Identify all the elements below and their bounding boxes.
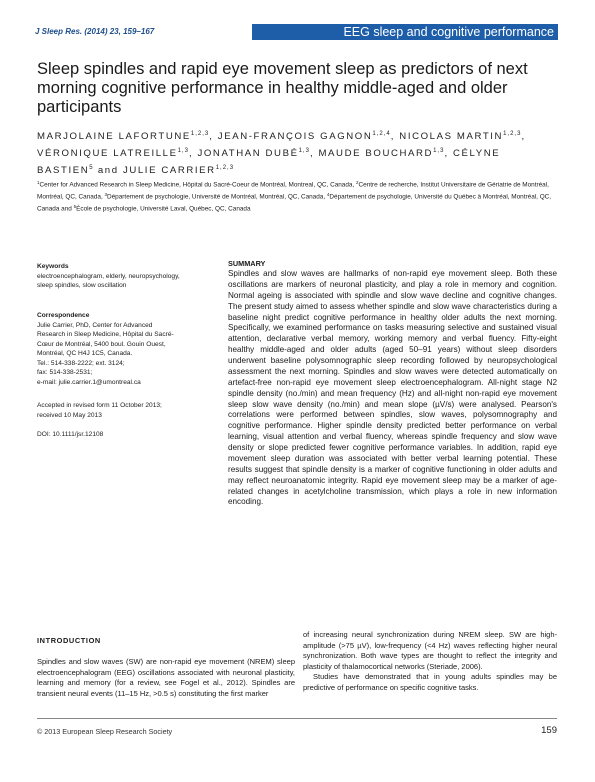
affiliation-text: Département de psychologie, Université de Montréal, Montréal, QC, Canada, (107, 193, 327, 201)
author-affiliation-marker: 1,2,3 (215, 165, 235, 172)
author-affiliation-marker: 1,3 (298, 148, 310, 155)
keywords-block (37, 262, 187, 291)
correspondence-email: e-mail: julie.carrier.1@umontreal.ca (37, 378, 141, 386)
author-name: CÉLYNE BASTIEN (37, 148, 501, 177)
correspondence-line: Montréal, QC H4J 1C5, Canada. (37, 350, 133, 357)
affiliation-marker: 5 (73, 204, 77, 210)
author-name: JEAN-FRANÇOIS GAGNON (217, 131, 373, 142)
author-name: NICOLAS MARTIN (399, 131, 504, 142)
summary-text: Spindles and slow waves are hallmarks of non-rapid eye movement sleep. Both these oscillations are markers of neuronal plasticity, and play a role in memory and cognition. Normal ageing is associated with spindle and slow wave decline and cognitive changes. The present study aimed to assess whether spindle and slow wave characteristics during a baseline night predict cognitive performance in healthy older adults the next morning. Specifically, we examined performance on tasks measuring selective and sustained visual attention, declarative verbal memory, working memory and verbal fluency. Fifty-eight healthy middle-aged and older adults (aged 50–91 years) without sleep disorders underwent baseline polysomnographic sleep recording followed by neuropsychological assessment the next morning. Spindles and slow waves were detected automatically on artefact-free non-rapid eye movement sleep electroencephalogram. All-night stage N2 spindle density (no./min) and mean frequency (Hz) and all-night non-rapid eye movement sleep slow wave density (no./min) and mean slope (µV/s) were analysed. Pearson's correlations were performed between spindles, slow waves, polysomnography and cognitive performance. Higher spindle density predicted better performance on verbal learning, visual attention and verbal fluency, whereas spindle frequency and slow wave density or slope predicted fewer cognitive performance variables. In addition, rapid eye movement sleep duration was associated with better verbal learning potential. These results suggest that spindle density is a marker of cognitive functioning in older adults and may reflect neuroanatomic integrity. Rapid eye movement sleep may be a marker of age-related changes in acetylcholine transmission, which plays a role in new information encoding. (228, 269, 557, 507)
article-title: Sleep spindles and rapid eye movement sleep as predictors of next morning cognitive performance in healthy middle-aged and older participants (37, 60, 528, 116)
correspondence-line: Tel.: 514-338-2222; ext. 3124; (37, 359, 125, 367)
accepted-date: Accepted in revised form 11 October 2013; (37, 402, 162, 409)
keywords-text: electroencephalogram, elderly, neuropsychology, sleep spindles, slow oscillation (37, 272, 180, 289)
author-affiliation-marker: 1,3 (177, 148, 189, 155)
affiliation-marker: 4 (326, 192, 330, 198)
author-affiliation-marker: 1,2,3 (503, 131, 522, 137)
doi: DOI: 10.1111/jsr.12108 (37, 431, 104, 438)
journal-name: J Sleep Res. (35, 27, 83, 36)
affiliation-marker: 1 (37, 180, 40, 185)
affiliation-marker: 3 (104, 192, 108, 198)
affiliation-text: Center for Advanced Research in Sleep Medicine, Hôpital du Sacré-Coeur de Montréal, Montreal, QC, Canada, (39, 181, 357, 189)
author-name: JONATHAN DUBÉ (197, 148, 299, 160)
received-date: received 10 May 2013 (37, 411, 102, 419)
correspondence-block (37, 311, 187, 387)
affiliation-text: Centre de recherche, Institut Universitaire de Gériatrie de Montréal, Montréal, QC, Canada, (37, 181, 549, 201)
dates-block (37, 401, 187, 420)
introduction-heading: INTRODUCTION (37, 636, 101, 645)
copyright: © 2013 European Sleep Research Society (37, 727, 173, 736)
summary-heading: SUMMARY (228, 259, 266, 268)
author-affiliation-marker: 1,3 (433, 148, 445, 155)
intro-paragraph: of increasing neural synchronization during NREM sleep. SW are high-amplitude (>75 µV), low-frequency (<4 Hz) waves reflecting higher neural synchronization. Both wave types are thought to reflect the integrity and plasticity of thalamocortical networks (Steriade, 2006). (303, 630, 557, 671)
section-banner: EEG sleep and cognitive performance (252, 24, 558, 40)
author-list: MARJOLAINE LAFORTUNE$^{1,2,3}$, JEAN-FRANÇOIS GAGNON$^{1,2,4}$, NICOLAS MARTIN$^{1,2,3}$, VÉRONIQUE LATREILLE$^{1,3}$, JONATHAN DUBÉ$^{1,3}$, MAUDE BOUCHARD$^{1,3}$, CÉLYNE BASTIEN$^5$ and JULIE CARRIER$^{1,2,3}$ (37, 131, 526, 177)
intro-column-1: Spindles and slow waves (SW) are non-rapid eye movement (NREM) sleep electroencephalogram (EEG) oscillations associated with neuronal plasticity, learning and memory (for a review, see Fogel et al., 2012). Spindles are transient neural events (11–15 Hz, >0.5 s) constituting the first marker (37, 657, 295, 698)
affiliation-text: Département de psychologie, Université du Québec à Montréal, Montréal, QC, Canada and (37, 193, 552, 213)
intro-column-2 (303, 630, 557, 693)
author-affiliation-marker: 1,2,3 (190, 131, 210, 137)
correspondence-line: Julie Carrier, PhD, Center for Advanced (37, 321, 153, 329)
affiliation-text: École de psychologie, Université Laval, Québec, QC, Canada (76, 205, 251, 213)
citation: (2014) 23, 159–167 (84, 27, 155, 36)
correspondence-line: fax: 514-338-2531; (37, 369, 93, 376)
footer-rule (37, 718, 557, 719)
author-affiliation-marker: 5 (89, 165, 94, 172)
keywords-label: Keywords (37, 263, 69, 270)
correspondence-label: Correspondence (37, 312, 90, 319)
intro-paragraph: Studies have demonstrated that in young adults spindles may be predictive of performance on specific cognitive tasks. (303, 672, 557, 692)
correspondence-line: Cœur de Montréal, 5400 boul. Gouin Ouest, (37, 340, 166, 348)
author-name: MARJOLAINE LAFORTUNE (37, 131, 191, 142)
author-name: MAUDE BOUCHARD (318, 148, 434, 160)
correspondence-line: Research in Sleep Medicine, Hôpital du Sacré- (37, 331, 174, 338)
affiliations (37, 178, 557, 214)
affiliation-marker: 2 (356, 180, 359, 185)
page-number: 159 (541, 725, 557, 736)
running-citation (35, 27, 154, 36)
author-affiliation-marker: 1,2,4 (372, 131, 391, 137)
author-name: VÉRONIQUE LATREILLE (37, 148, 178, 160)
author-name: JULIE CARRIER (122, 165, 216, 177)
